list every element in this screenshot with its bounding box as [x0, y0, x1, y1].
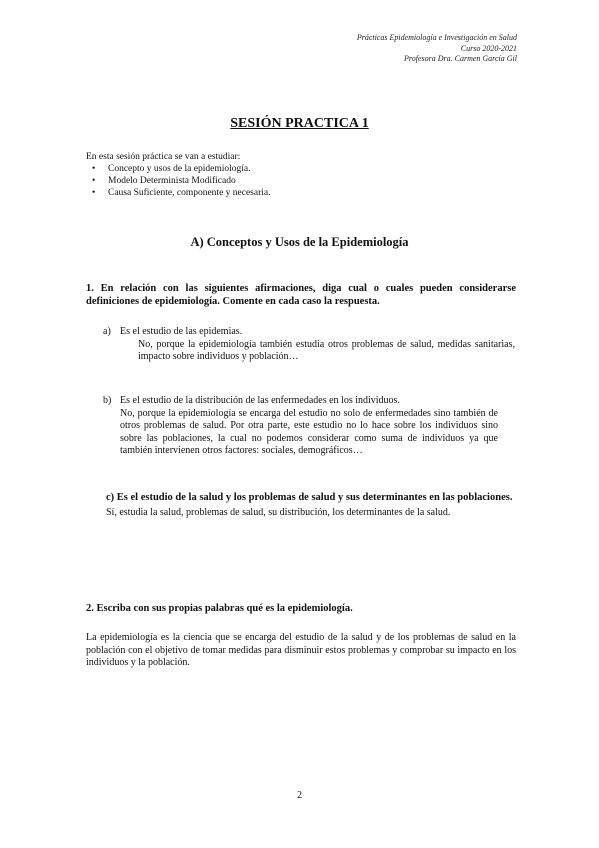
item-c-answer: Sí, estudia la salud, problemas de salud, su distribución, los determinantes de la salud. [106, 506, 451, 518]
intro-list [86, 163, 271, 199]
item-a [103, 326, 515, 364]
item-a-marker: a) [103, 326, 111, 337]
intro-bullet: • Concepto y usos de la epidemiología. [108, 163, 271, 175]
page-header [357, 33, 517, 65]
item-b-marker: b) [103, 395, 112, 406]
question-2-answer: La epidemiología es la ciencia que se encarga del estudio de la salud y de los problemas de salud en la población con el objetivo de tomar medidas para disminuir estos problemas y comprobar su impacto en los individuos y la población. [86, 632, 516, 668]
header-course-year: Curso 2020-2021 [460, 43, 517, 53]
question-2: 2. Escriba con sus propias palabras qué es la epidemiología. [86, 603, 353, 614]
question-1: 1. En relación con las siguientes afirmaciones, diga cual o cuales pueden considerarse definiciones de epidemiología. Comente en cada caso la respuesta. [86, 283, 516, 307]
item-a-answer: No, porque la epidemiología también estudia otros problemas de salud, medidas sanitarias, impacto sobre individuos y población… [138, 338, 515, 362]
intro-bullet: • Modelo Determinista Modificado [108, 175, 271, 187]
item-b-statement: Es el estudio de la distribución de las enfermedades en los individuos. [120, 395, 400, 406]
item-b [103, 395, 515, 458]
item-b-answer: No, porque la epidemiología se encarga del estudio no solo de enfermedades sino también de otros problemas de salud. Por otra parte, este estudio no lo hace sobre los individuos sino sobre las poblaciones, la cual no podemos considerar como suma de individuos ya que también intervienen otros factores: sociales, demográficos… [120, 407, 498, 456]
item-a-statement: Es el estudio de las epidemias. [120, 326, 243, 337]
item-c-statement: c) Es el estudio de la salud y los problemas de salud y sus determinantes en las poblaciones. [106, 492, 513, 503]
intro-text: En esta sesión práctica se van a estudiar: [86, 152, 241, 162]
item-c [86, 492, 516, 519]
page-number: 2 [297, 790, 302, 801]
intro-bullet: • Causa Suficiente, componente y necesaria. [108, 187, 271, 199]
header-course-title: Prácticas Epidemiología e Investigación en Salud [356, 33, 517, 42]
header-professor: Profesora Dra. Carmen García Gil [404, 54, 517, 63]
intro-block [86, 151, 271, 199]
page-title: SESIÓN PRACTICA 1 [230, 116, 369, 131]
section-a-title: A) Conceptos y Usos de la Epidemiología [190, 235, 409, 249]
